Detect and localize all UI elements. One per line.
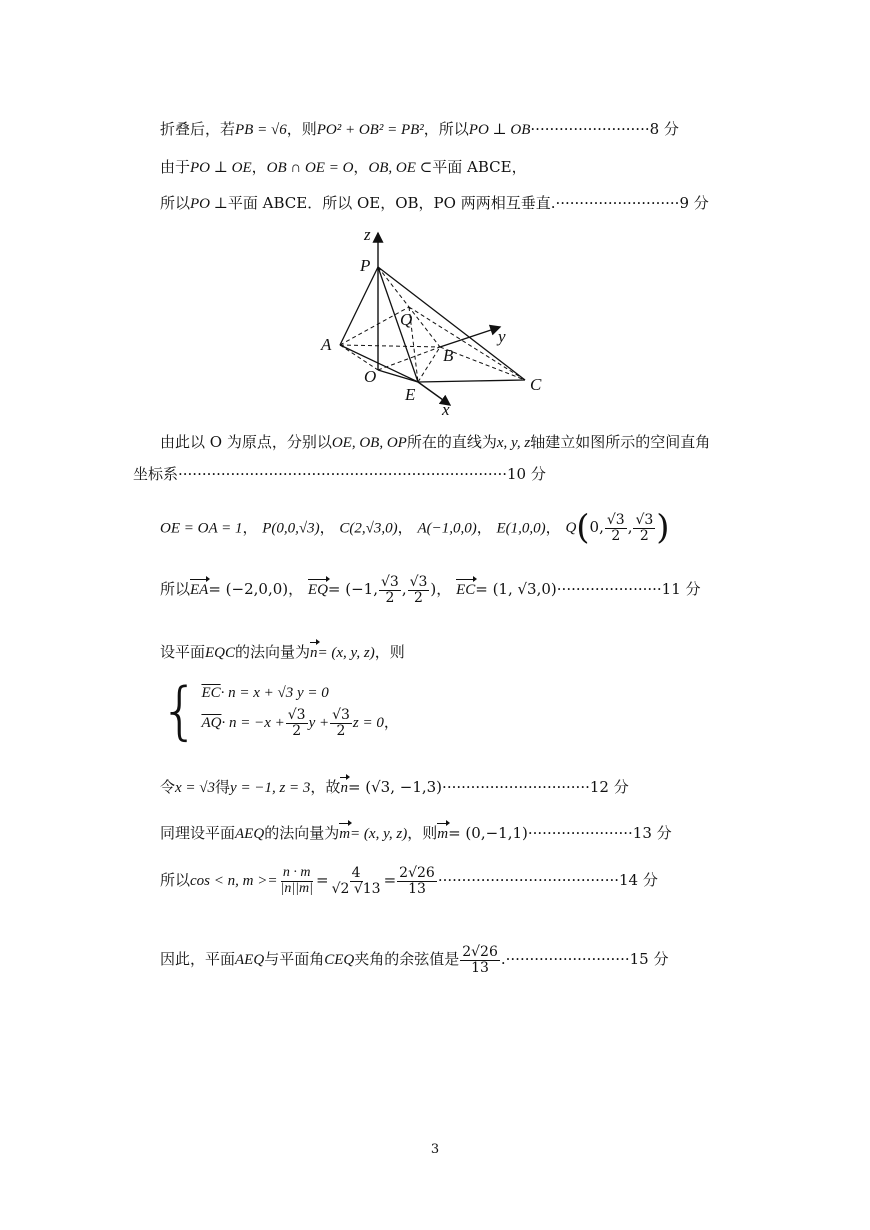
label-y: y: [498, 327, 506, 346]
label-B: B: [443, 346, 454, 365]
math: PB = √6: [235, 122, 287, 138]
vector-EQ: EQ: [307, 582, 328, 599]
label-O: O: [364, 367, 377, 386]
edge-EC: [418, 380, 525, 382]
score-marker: ······································14 分: [437, 871, 658, 890]
label-A: A: [321, 335, 332, 354]
coordinates-line: OE = OA = 1， P(0,0,√3)， C(2,√3,0)， A(−1,0,0)， E(1,0,0)， Q(0, $\frac{√3}{2}$ , $\frac{√3}{2}$ ): [160, 508, 670, 548]
conclusion-line: 因此，平面AEQ与平面角CEQ夹角的余弦值是 $\frac{2√26}{13}$ .··························15 分: [160, 944, 669, 976]
label-C: C: [530, 375, 542, 394]
text: 所以: [160, 194, 191, 212]
vector-m: m: [339, 826, 351, 842]
text: 平面 ABCE．所以 OE，OB，PO 两两相互垂直.: [227, 194, 556, 212]
proof-line-10: 同理设平面AEQ的法向量为m= (x, y, z)，则m= (0,−1,1)······················13 分: [160, 824, 672, 842]
point-A: A(−1,0,0): [417, 520, 477, 537]
math: PO ⊥ OE: [190, 160, 252, 176]
label-E: E: [405, 385, 416, 404]
label-Q: Q: [400, 310, 413, 329]
math: OB, OE ⊂: [368, 160, 433, 176]
text: 所在的直线为: [406, 433, 497, 451]
tetrahedron-figure: [310, 225, 560, 420]
score-marker: ······················13 分: [527, 824, 672, 842]
edge-PA: [340, 267, 378, 345]
vector-n: n: [310, 645, 318, 661]
proof-line-4: [160, 433, 710, 452]
equation-system: { $\overline{EC}\cdot n = x + √3$ y = 0 $\overline{AQ}\cdot n = -x$ + $\frac{√3}{2}$ y + $\frac{√3}{2}$ z = 0，: [160, 674, 399, 747]
point-P: P(0,0,√3): [262, 520, 320, 537]
proof-line-1: [160, 120, 679, 139]
edge-EB: [418, 347, 440, 382]
proof-line-5: [133, 465, 546, 483]
math: PO ⊥ OB: [468, 122, 531, 138]
proof-line-9: 令x = √3得y = −1, z = 3，故n= (√3, −1,3)·······························12 分: [160, 778, 629, 796]
score-marker: .··························15 分: [500, 950, 669, 969]
math: PO² + OB² = PB²: [316, 122, 424, 138]
label-z: z: [364, 225, 371, 244]
math: x, y, z: [496, 435, 531, 451]
proof-line-2: [160, 158, 527, 177]
text: 由于: [160, 158, 191, 176]
score-marker: ·······························12 分: [442, 778, 629, 796]
text: 由此以 O 为原点，分别以: [160, 433, 332, 451]
text: 平面 ABCE，: [432, 158, 527, 176]
equation-row-2: $\overline{AQ}\cdot n = -x$ + $\frac{√3}{2}$ y + $\frac{√3}{2}$ z = 0，: [201, 707, 399, 739]
edge-OB: [378, 347, 440, 370]
score-marker: ······················11 分: [556, 580, 701, 599]
edge-AB: [340, 345, 440, 347]
text: ，: [251, 158, 267, 176]
vector-EC: EC: [456, 582, 476, 599]
equation-row-1: $\overline{EC}\cdot n = x + √3$ y = 0: [201, 685, 329, 702]
text: 折叠后，若: [160, 120, 236, 138]
point-Q: Q(0, $\frac{√3}{2}$ , $\frac{√3}{2}$ ): [565, 508, 670, 548]
math: OE = OA = 1: [160, 520, 243, 537]
score-marker: ··························9 分: [555, 194, 709, 212]
proof-line-3: [160, 194, 709, 213]
math: OE, OB, OP: [331, 435, 407, 451]
edge-AE: [340, 345, 418, 382]
cosine-line: 所以cos < n, m >= $\frac{n \cdot m}{|n||m|}$ = $\frac{4}{√2 √13}$ = $\frac{2√26}{13}$ ······································14 分: [160, 865, 658, 897]
text: ，则: [286, 120, 317, 138]
text: ，所以: [423, 120, 469, 138]
proof-line-8: 设平面EQC的法向量为n= (x, y, z)，则: [160, 643, 405, 661]
math: PO ⊥: [190, 196, 228, 212]
score-marker: 坐标系·····································································10 分: [133, 465, 546, 483]
label-P: P: [360, 256, 371, 275]
vector-EA: EA: [190, 582, 209, 599]
label-x: x: [442, 400, 450, 419]
text: 所以: [160, 580, 191, 599]
text: ，: [353, 158, 369, 176]
page-number: 3: [430, 1142, 440, 1157]
score-marker: ·························8 分: [530, 120, 679, 138]
point-E: E(1,0,0): [496, 520, 546, 537]
vectors-line: 所以EA= (−2,0,0)， EQ= (−1, $\frac{√3}{2}$ , $\frac{√3}{2}$ )， EC= (1, √3,0)······················11 分: [160, 574, 701, 606]
point-C: C(2,√3,0): [339, 520, 398, 537]
math: OB ∩ OE = O: [266, 160, 354, 176]
text: 轴建立如图所示的空间直角: [530, 433, 711, 451]
